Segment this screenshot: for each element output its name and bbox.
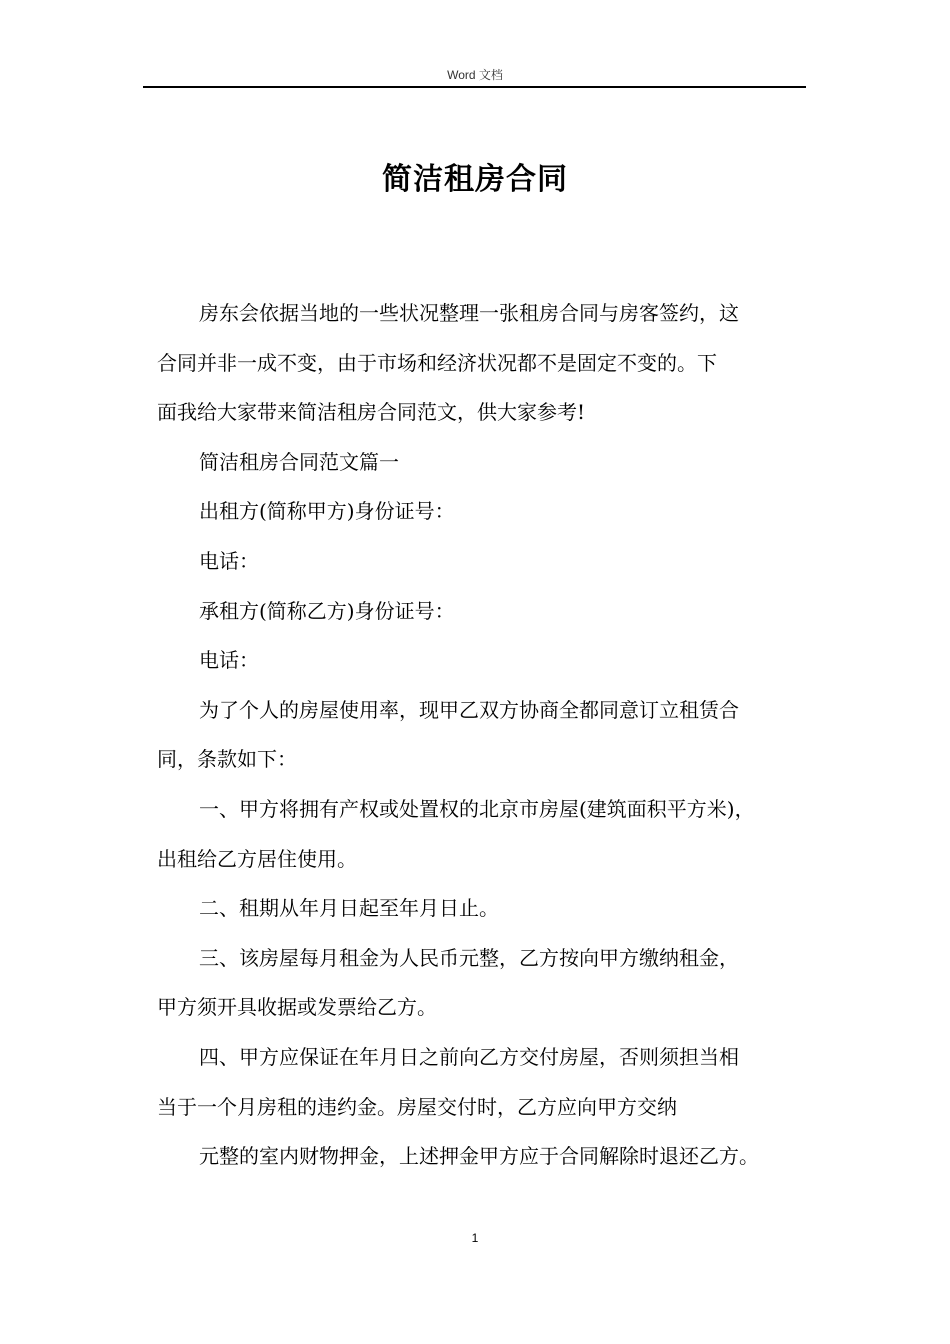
paragraph-line: 电话： <box>199 648 259 673</box>
header-divider <box>143 86 806 88</box>
paragraph-line: 电话： <box>199 548 259 573</box>
paragraph-line: 简洁租房合同范文篇一 <box>199 449 399 474</box>
document-body <box>157 289 806 1182</box>
paragraph-line: 甲方须开具收据或发票给乙方。 <box>157 995 437 1020</box>
document-title: 简洁租房合同 <box>382 162 568 197</box>
paragraph-line: 元整的室内财物押金，上述押金甲方应于合同解除时退还乙方。 <box>199 1144 759 1169</box>
page-number: 1 <box>471 1231 479 1245</box>
lessee-id-field <box>178 587 806 637</box>
clause-1 <box>157 785 806 884</box>
paragraph-agreement <box>157 686 806 785</box>
clause-3 <box>157 934 806 1033</box>
section-heading <box>178 438 806 488</box>
paragraph-line: 出租给乙方居住使用。 <box>157 846 357 871</box>
paragraph-line: 合同并非一成不变，由于市场和经济状况都不是固定不变的。下 <box>157 350 717 375</box>
lessor-phone-field <box>178 537 806 587</box>
lessee-phone-field <box>178 636 806 686</box>
paragraph-line: 面我给大家带来简洁租房合同范文，供大家参考! <box>157 400 586 425</box>
paragraph-line: 为了个人的房屋使用率，现甲乙双方协商全都同意订立租赁合 <box>199 697 739 722</box>
page-header-text: Word 文档 <box>447 68 503 82</box>
paragraph-line: 二、租期从年月日起至年月日止。 <box>199 896 499 921</box>
clause-2 <box>178 884 806 934</box>
paragraph-line: 出租方(简称甲方)身份证号： <box>199 499 455 524</box>
lessor-id-field <box>178 487 806 537</box>
clause-4-continued <box>178 1132 806 1182</box>
paragraph-line: 一、甲方将拥有产权或处置权的北京市房屋(建筑面积平方米)， <box>199 796 755 821</box>
paragraph-line: 同，条款如下： <box>157 747 297 772</box>
paragraph-line: 承租方(简称乙方)身份证号： <box>199 598 455 623</box>
paragraph-line: 四、甲方应保证在年月日之前向乙方交付房屋，否则须担当相 <box>199 1044 739 1069</box>
clause-4 <box>157 1033 806 1132</box>
paragraph-line: 房东会依据当地的一些状况整理一张租房合同与房客签约，这 <box>199 301 739 325</box>
paragraph-line: 当于一个月房租的违约金。房屋交付时，乙方应向甲方交纳 <box>157 1094 677 1119</box>
paragraph-line: 三、该房屋每月租金为人民币元整，乙方按向甲方缴纳租金， <box>199 945 739 970</box>
paragraph-intro <box>157 289 806 438</box>
